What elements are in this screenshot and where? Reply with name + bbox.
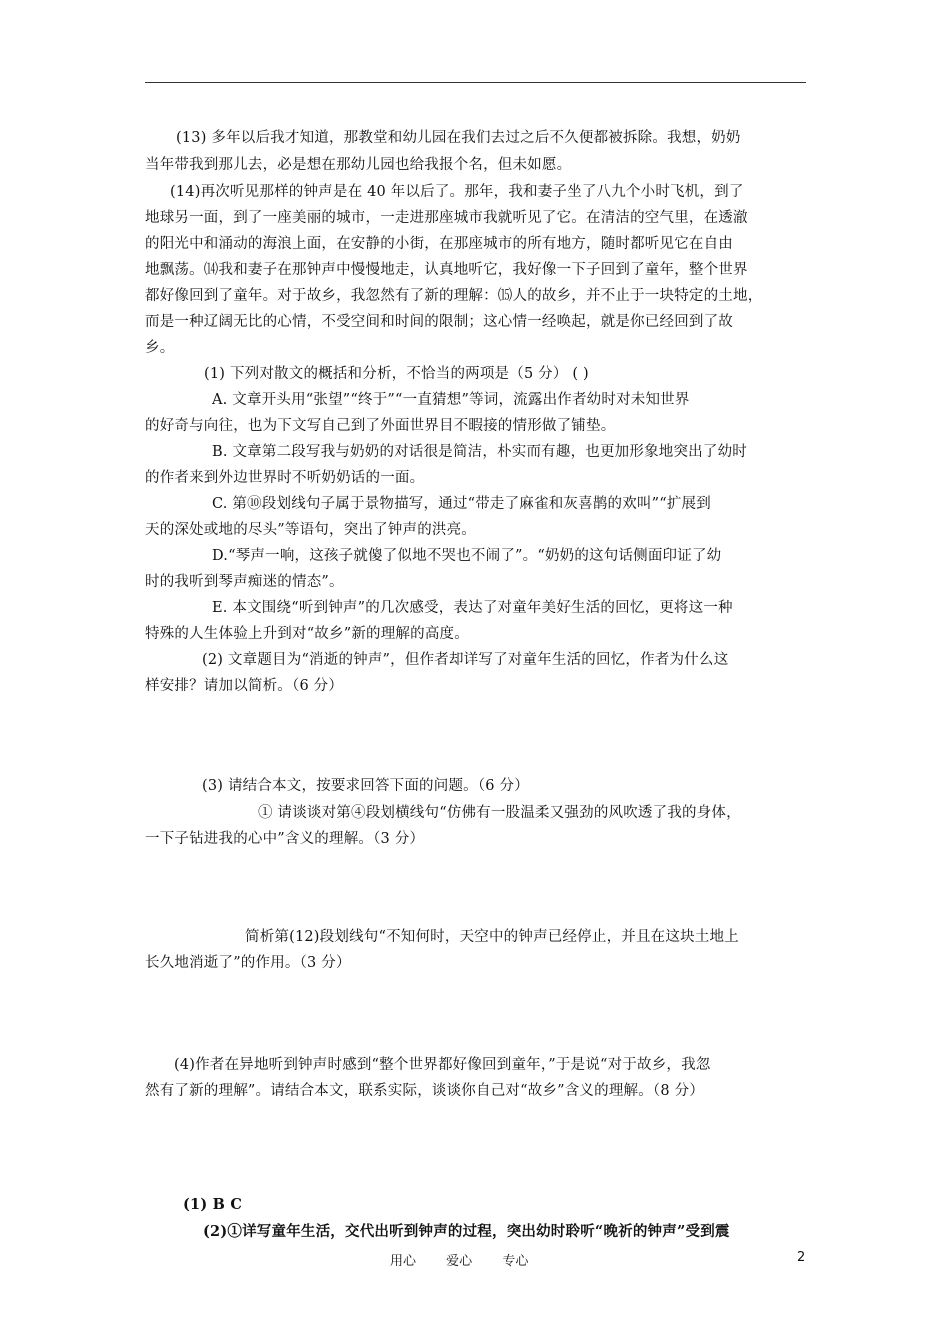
header-rule [145,82,806,83]
option-a-line-2: 的好奇与向往，也为下文写自己到了外面世界目不暇接的情形做了铺垫。 [145,418,616,434]
question-3-stem: (3) 请结合本文，按要求回答下面的问题。（6 分） [202,778,529,794]
page-footer [390,1250,554,1269]
paragraph-14-line-3: 的阳光中和涌动的海浪上面，在安静的小街，在那座城市的所有地方，随时都听见它在自由 [145,236,733,252]
paragraph-14-line-1: (14)再次听见那样的钟声是在 40 年以后了。那年，我和妻子坐了八九个小时飞机，到了 [170,184,744,200]
footer-word: 专心 [502,1254,529,1269]
question-4-line-1: (4)作者在异地听到钟声时感到“整个世界都好像回到童年，”于是说“对于故乡，我忽 [174,1057,711,1073]
option-b-line-1: B. 文章第二段写我与奶奶的对话很是简洁，朴实而有趣，也更加形象地突出了幼时 [212,444,747,460]
question-3-sub1-line-1: ① 请谈谈对第④段划横线句“仿佛有一股温柔又强劲的风吹透了我的身体， [258,805,741,821]
paragraph-14-line-6: 而是一种辽阔无比的心情，不受空间和时间的限制；这心情一经唤起，就是你已经回到了故 [145,314,733,330]
question-3-sub2-line-1: 简析第(12)段划线句“不知何时，天空中的钟声已经停止，并且在这块土地上 [245,929,739,945]
paragraph-14-line-2: 地球另一面，到了一座美丽的城市，一走进那座城市我就听见了它。在清洁的空气里，在透澈 [145,210,748,226]
option-d-line-1: D.“琴声一响，这孩子就傻了似地不哭也不闹了”。“奶奶的这句话侧面印证了幼 [212,548,722,564]
question-2-line-1: (2) 文章题目为“消逝的钟声”，但作者却详写了对童年生活的回忆，作者为什么这 [202,652,729,668]
option-d-line-2: 时的我听到琴声痴迷的情态”。 [145,574,344,590]
paragraph-14-line-5: 都好像回到了童年。对于故乡，我忽然有了新的理解：⒂人的故乡，并不止于一块特定的土地， [145,288,763,304]
footer-word: 爱心 [446,1254,473,1269]
page-number: 2 [797,1250,806,1265]
answer-1: (1) B C [183,1196,243,1213]
footer-word: 用心 [390,1254,417,1269]
question-4-line-2: 然有了新的理解”。请结合本文，联系实际，谈谈你自己对“故乡”含义的理解。（8 分） [145,1083,705,1099]
option-c-line-1: C. 第⑩段划线句子属于景物描写，通过“带走了麻雀和灰喜鹊的欢叫”“扩展到 [212,496,711,512]
option-e-line-1: E. 本文围绕“听到钟声”的几次感受，表达了对童年美好生活的回忆，更将这一种 [212,600,733,616]
paragraph-13-line-1: (13) 多年以后我才知道，那教堂和幼儿园在我们去过之后不久便都被拆除。我想，奶奶 [176,130,741,146]
paragraph-14-line-7: 乡。 [145,340,175,356]
option-b-line-2: 的作者来到外边世界时不听奶奶话的一面。 [145,470,425,486]
question-1-stem: (1) 下列对散文的概括和分析，不恰当的两项是（5 分） ( ) [204,366,589,382]
paragraph-14-line-4: 地飘荡。⒁我和妻子在那钟声中慢慢地走，认真地听它，我好像一下子回到了童年，整个世界 [145,262,748,278]
question-3-sub2-line-2: 长久地消逝了”的作用。（3 分） [145,955,351,971]
answer-2: (2)①详写童年生活，交代出听到钟声的过程，突出幼时聆听“晚祈的钟声”受到震 [203,1223,730,1240]
paragraph-13-line-2: 当年带我到那儿去，必是想在那幼儿园也给我报个名，但未如愿。 [145,157,572,173]
option-c-line-2: 天的深处或地的尽头”等语句，突出了钟声的洪亮。 [145,522,477,538]
option-a-line-1: A. 文章开头用“张望”“终于”“一直猜想”等词，流露出作者幼时对未知世界 [212,392,690,408]
question-3-sub1-line-2: 一下子钻进我的心中”含义的理解。（3 分） [145,831,425,847]
question-2-line-2: 样安排？请加以简析。（6 分） [145,678,344,694]
option-e-line-2: 特殊的人生体验上升到对“故乡”新的理解的高度。 [145,626,469,642]
